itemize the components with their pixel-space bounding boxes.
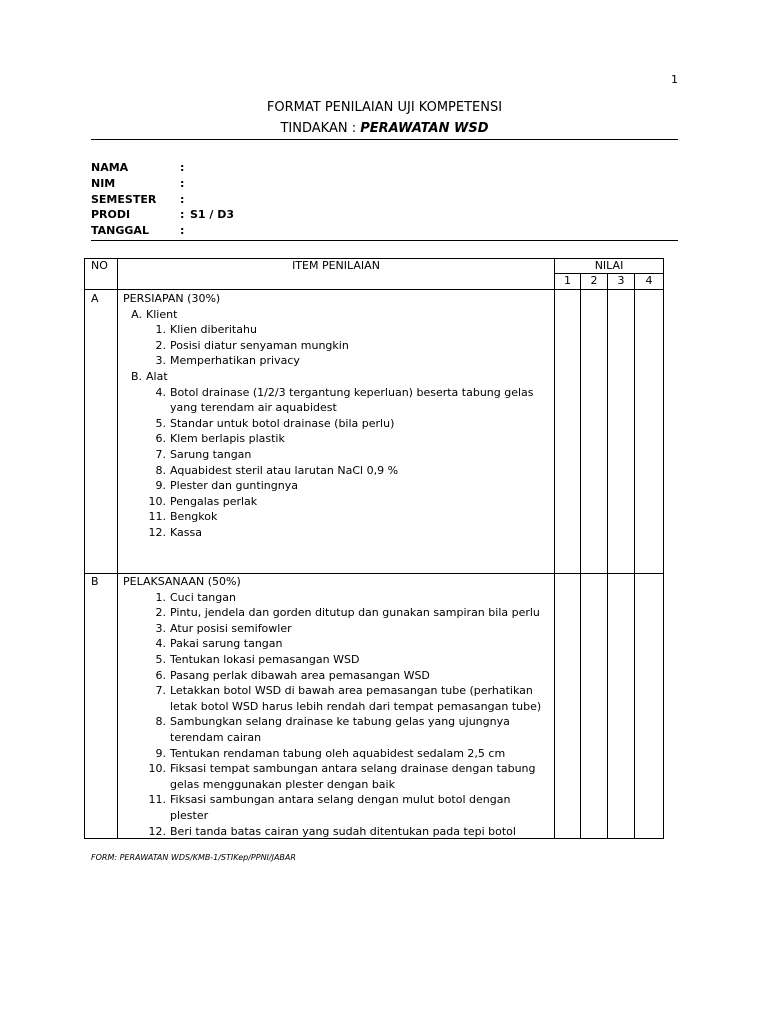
assessment-item: Standar untuk botol drainase (bila perlu) bbox=[170, 416, 395, 430]
table-column-border bbox=[580, 273, 581, 839]
item-number: 7. bbox=[155, 684, 166, 698]
identity-colon: : bbox=[180, 177, 185, 190]
section-number: B bbox=[91, 575, 99, 588]
item-number: 9. bbox=[155, 479, 166, 493]
assessment-item: Pintu, jendela dan gorden ditutup dan gunakan sampiran bila perlu bbox=[170, 606, 540, 620]
identity-label: SEMESTER bbox=[91, 193, 157, 206]
assessment-item: Sambungkan selang drainase ke tabung gelas yang ujungnya bbox=[170, 715, 510, 729]
score-column-header: 4 bbox=[645, 274, 653, 287]
item-number: 9. bbox=[155, 746, 166, 760]
assessment-item: Klien diberitahu bbox=[170, 323, 257, 337]
title-divider bbox=[91, 139, 678, 140]
table-column-border bbox=[607, 273, 608, 839]
assessment-item: Sarung tangan bbox=[170, 448, 252, 461]
assessment-item: Pasang perlak dibawah area pemasangan WSD bbox=[170, 668, 430, 682]
score-column-header: 1 bbox=[564, 274, 571, 287]
table-column-border bbox=[634, 273, 635, 839]
identity-colon: : bbox=[180, 193, 185, 206]
item-number: 1. bbox=[155, 590, 166, 604]
item-number: 4. bbox=[155, 385, 166, 399]
item-number: 12. bbox=[148, 824, 166, 838]
item-number: 10. bbox=[148, 494, 166, 508]
identity-row bbox=[91, 161, 391, 177]
table-column-border bbox=[663, 258, 664, 839]
table-column-border bbox=[117, 258, 118, 839]
header-no: NO bbox=[91, 259, 108, 272]
item-number: 8. bbox=[155, 463, 166, 477]
item-number: 12. bbox=[148, 526, 166, 539]
item-number: 6. bbox=[155, 432, 166, 446]
identity-label: PRODI bbox=[91, 208, 131, 221]
assessment-item: Botol drainase (1/2/3 tergantung keperluan) beserta tabung gelas bbox=[170, 385, 534, 399]
section-heading: PERSIAPAN (30%) bbox=[123, 292, 221, 305]
assessment-item: Kassa bbox=[170, 526, 202, 539]
assessment-item: plester bbox=[170, 809, 209, 822]
assessment-item: Bengkok bbox=[170, 510, 218, 524]
assessment-table bbox=[84, 258, 664, 839]
identity-label: NAMA bbox=[91, 161, 129, 174]
item-number: 3. bbox=[155, 354, 166, 368]
assessment-item: terendam cairan bbox=[170, 731, 262, 744]
assessment-item: Pengalas perlak bbox=[170, 494, 258, 508]
form-subtitle bbox=[91, 121, 678, 136]
assessment-item: Fiksasi sambungan antara selang dengan mulut botol dengan bbox=[170, 793, 511, 807]
item-number: 8. bbox=[155, 715, 166, 729]
item-number: 6. bbox=[155, 668, 166, 682]
identity-colon: : bbox=[180, 224, 185, 237]
item-number: 10. bbox=[148, 762, 166, 776]
assessment-item: Pakai sarung tangan bbox=[170, 637, 283, 651]
header-item: ITEM PENILAIAN bbox=[292, 259, 380, 272]
table-column-border bbox=[554, 258, 555, 839]
item-number: 2. bbox=[155, 606, 166, 620]
item-number: 11. bbox=[148, 510, 166, 524]
assessment-item: Tentukan rendaman tabung oleh aquabidest sedalam 2,5 cm bbox=[170, 746, 506, 760]
assessment-item: gelas menggunakan plester dengan baik bbox=[170, 777, 395, 791]
identity-label: NIM bbox=[91, 177, 116, 190]
section-number: A bbox=[91, 292, 99, 305]
identity-colon: : bbox=[180, 208, 185, 221]
item-number: B. bbox=[130, 370, 142, 383]
score-column-header: 2 bbox=[590, 274, 598, 287]
assessment-item: Memperhatikan privacy bbox=[170, 354, 300, 368]
assessment-item: Klient bbox=[146, 307, 178, 321]
item-number: 11. bbox=[148, 793, 166, 807]
assessment-item: Fiksasi tempat sambungan antara selang drainase dengan tabung bbox=[170, 762, 536, 776]
assessment-item: Klem berlapis plastik bbox=[170, 432, 285, 446]
subtitle-prefix: TINDAKAN : bbox=[280, 121, 361, 136]
item-number: 3. bbox=[155, 621, 166, 635]
assessment-item: Tentukan lokasi pemasangan WSD bbox=[170, 653, 360, 666]
assessment-item: yang terendam air aquabidest bbox=[170, 401, 337, 415]
identity-divider bbox=[91, 240, 678, 241]
table-column-border bbox=[84, 258, 85, 839]
assessment-item: Atur posisi semifowler bbox=[170, 621, 292, 635]
item-number: 1. bbox=[155, 323, 166, 337]
item-number: 5. bbox=[155, 653, 166, 666]
form-title: FORMAT PENILAIAN UJI KOMPETENSI bbox=[266, 100, 503, 115]
assessment-item: Posisi diatur senyaman mungkin bbox=[170, 338, 349, 352]
subtitle-procedure: PERAWATAN WSD bbox=[360, 121, 489, 136]
item-number: 5. bbox=[155, 416, 166, 430]
identity-row bbox=[91, 193, 391, 209]
identity-colon: : bbox=[180, 161, 185, 174]
identity-row bbox=[91, 224, 391, 240]
form-footer: FORM: PERAWATAN WDS/KMB-1/STIKep/PPNI/JABAR bbox=[91, 853, 296, 862]
identity-row bbox=[91, 208, 391, 224]
assessment-item: letak botol WSD harus lebih rendah dari tempat pemasangan tube) bbox=[170, 699, 542, 713]
header-bottom-border bbox=[84, 289, 664, 290]
item-number: 7. bbox=[155, 448, 166, 461]
score-column-header: 3 bbox=[617, 274, 625, 287]
assessment-item: Alat bbox=[146, 370, 168, 383]
header-nilai: NILAI bbox=[594, 259, 624, 272]
item-number: A. bbox=[131, 307, 142, 321]
assessment-item: Letakkan botol WSD di bawah area pemasangan tube (perhatikan bbox=[170, 684, 533, 698]
page-number: 1 bbox=[671, 73, 678, 86]
assessment-item: Beri tanda batas cairan yang sudah ditentukan pada tepi botol bbox=[170, 824, 516, 838]
assessment-item: Plester dan guntingnya bbox=[170, 479, 298, 493]
section-heading: PELAKSANAAN (50%) bbox=[123, 575, 241, 588]
identity-row bbox=[91, 177, 391, 193]
identity-value: S1 / D3 bbox=[190, 208, 235, 221]
item-number: 2. bbox=[155, 338, 166, 352]
assessment-item: Aquabidest steril atau larutan NaCl 0,9 % bbox=[170, 463, 399, 477]
item-number: 4. bbox=[155, 637, 166, 651]
assessment-item: Cuci tangan bbox=[170, 590, 236, 604]
identity-label: TANGGAL bbox=[91, 224, 149, 237]
